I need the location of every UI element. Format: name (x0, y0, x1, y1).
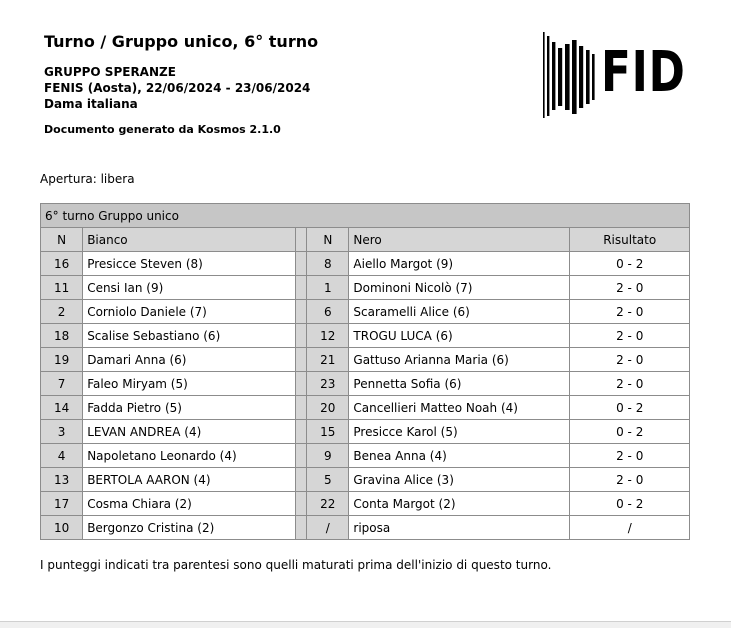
black-player: Aiello Margot (9) (349, 252, 570, 276)
header-result: Risultato (570, 228, 690, 252)
header-n-white: N (41, 228, 83, 252)
pairings-table (40, 203, 690, 540)
white-player: Cosma Chiara (2) (83, 492, 296, 516)
table-row (41, 468, 690, 492)
black-number: 1 (307, 276, 349, 300)
white-number: 2 (41, 300, 83, 324)
group-name: GRUPPO SPERANZE (44, 65, 176, 79)
white-player: Fadda Pietro (5) (83, 396, 296, 420)
black-number: 12 (307, 324, 349, 348)
table-row (41, 396, 690, 420)
black-player: Benea Anna (4) (349, 444, 570, 468)
venue-dates: FENIS (Aosta), 22/06/2024 - 23/06/2024 (44, 81, 311, 95)
column-separator (296, 468, 307, 492)
result: 2 - 0 (570, 468, 690, 492)
white-player: Scalise Sebastiano (6) (83, 324, 296, 348)
result: / (570, 516, 690, 540)
black-number: 15 (307, 420, 349, 444)
black-player: TROGU LUCA (6) (349, 324, 570, 348)
white-number: 11 (41, 276, 83, 300)
result: 2 - 0 (570, 276, 690, 300)
footnote: I punteggi indicati tra parentesi sono quelli maturati prima dell'inizio di questo turno. (40, 558, 552, 572)
table-caption: 6° turno Gruppo unico (41, 204, 690, 228)
white-player: Presicce Steven (8) (83, 252, 296, 276)
header-black: Nero (349, 228, 570, 252)
generated-by: Documento generato da Kosmos 2.1.0 (44, 123, 281, 136)
column-separator (296, 252, 307, 276)
tournament-info (44, 64, 310, 112)
result: 2 - 0 (570, 444, 690, 468)
white-number: 14 (41, 396, 83, 420)
white-number: 19 (41, 348, 83, 372)
result: 0 - 2 (570, 396, 690, 420)
result: 0 - 2 (570, 492, 690, 516)
table-row (41, 300, 690, 324)
black-number: 20 (307, 396, 349, 420)
table-row (41, 276, 690, 300)
white-player: BERTOLA AARON (4) (83, 468, 296, 492)
column-separator (296, 444, 307, 468)
result: 2 - 0 (570, 348, 690, 372)
black-player: Pennetta Sofia (6) (349, 372, 570, 396)
black-number: 9 (307, 444, 349, 468)
column-separator (296, 324, 307, 348)
fid-logo-text: FID (601, 40, 686, 105)
table-row (41, 492, 690, 516)
fid-logo (541, 32, 691, 118)
black-number: 21 (307, 348, 349, 372)
opening-label: Apertura: libera (40, 172, 135, 186)
white-number: 7 (41, 372, 83, 396)
white-number: 13 (41, 468, 83, 492)
column-separator (296, 228, 307, 252)
column-separator (296, 372, 307, 396)
white-number: 3 (41, 420, 83, 444)
header-white: Bianco (83, 228, 296, 252)
table-row (41, 444, 690, 468)
white-number: 4 (41, 444, 83, 468)
white-player: Bergonzo Cristina (2) (83, 516, 296, 540)
black-player: Presicce Karol (5) (349, 420, 570, 444)
black-player: Gravina Alice (3) (349, 468, 570, 492)
black-player: Conta Margot (2) (349, 492, 570, 516)
white-number: 18 (41, 324, 83, 348)
table-row (41, 324, 690, 348)
column-separator (296, 420, 307, 444)
black-number: / (307, 516, 349, 540)
column-separator (296, 396, 307, 420)
white-number: 10 (41, 516, 83, 540)
white-number: 16 (41, 252, 83, 276)
result: 2 - 0 (570, 324, 690, 348)
black-player: Dominoni Nicolò (7) (349, 276, 570, 300)
header-n-black: N (307, 228, 349, 252)
white-player: Faleo Miryam (5) (83, 372, 296, 396)
black-number: 5 (307, 468, 349, 492)
black-number: 6 (307, 300, 349, 324)
white-player: Censi Ian (9) (83, 276, 296, 300)
column-separator (296, 276, 307, 300)
black-player: Scaramelli Alice (6) (349, 300, 570, 324)
white-player: Napoletano Leonardo (4) (83, 444, 296, 468)
discipline: Dama italiana (44, 97, 138, 111)
result: 0 - 2 (570, 420, 690, 444)
white-number: 17 (41, 492, 83, 516)
black-number: 22 (307, 492, 349, 516)
black-number: 8 (307, 252, 349, 276)
column-separator (296, 492, 307, 516)
result: 0 - 2 (570, 252, 690, 276)
white-player: LEVAN ANDREA (4) (83, 420, 296, 444)
fid-logo-bars-icon (541, 32, 597, 118)
white-player: Damari Anna (6) (83, 348, 296, 372)
column-separator (296, 348, 307, 372)
column-separator (296, 516, 307, 540)
table-row (41, 420, 690, 444)
table-row (41, 372, 690, 396)
result: 2 - 0 (570, 372, 690, 396)
black-player: Gattuso Arianna Maria (6) (349, 348, 570, 372)
black-player: riposa (349, 516, 570, 540)
table-header-row (41, 228, 690, 252)
page-title: Turno / Gruppo unico, 6° turno (44, 32, 319, 51)
table-row (41, 348, 690, 372)
table-row (41, 252, 690, 276)
table-row (41, 516, 690, 540)
column-separator (296, 300, 307, 324)
black-player: Cancellieri Matteo Noah (4) (349, 396, 570, 420)
black-number: 23 (307, 372, 349, 396)
white-player: Corniolo Daniele (7) (83, 300, 296, 324)
table-caption-row (41, 204, 690, 228)
result: 2 - 0 (570, 300, 690, 324)
